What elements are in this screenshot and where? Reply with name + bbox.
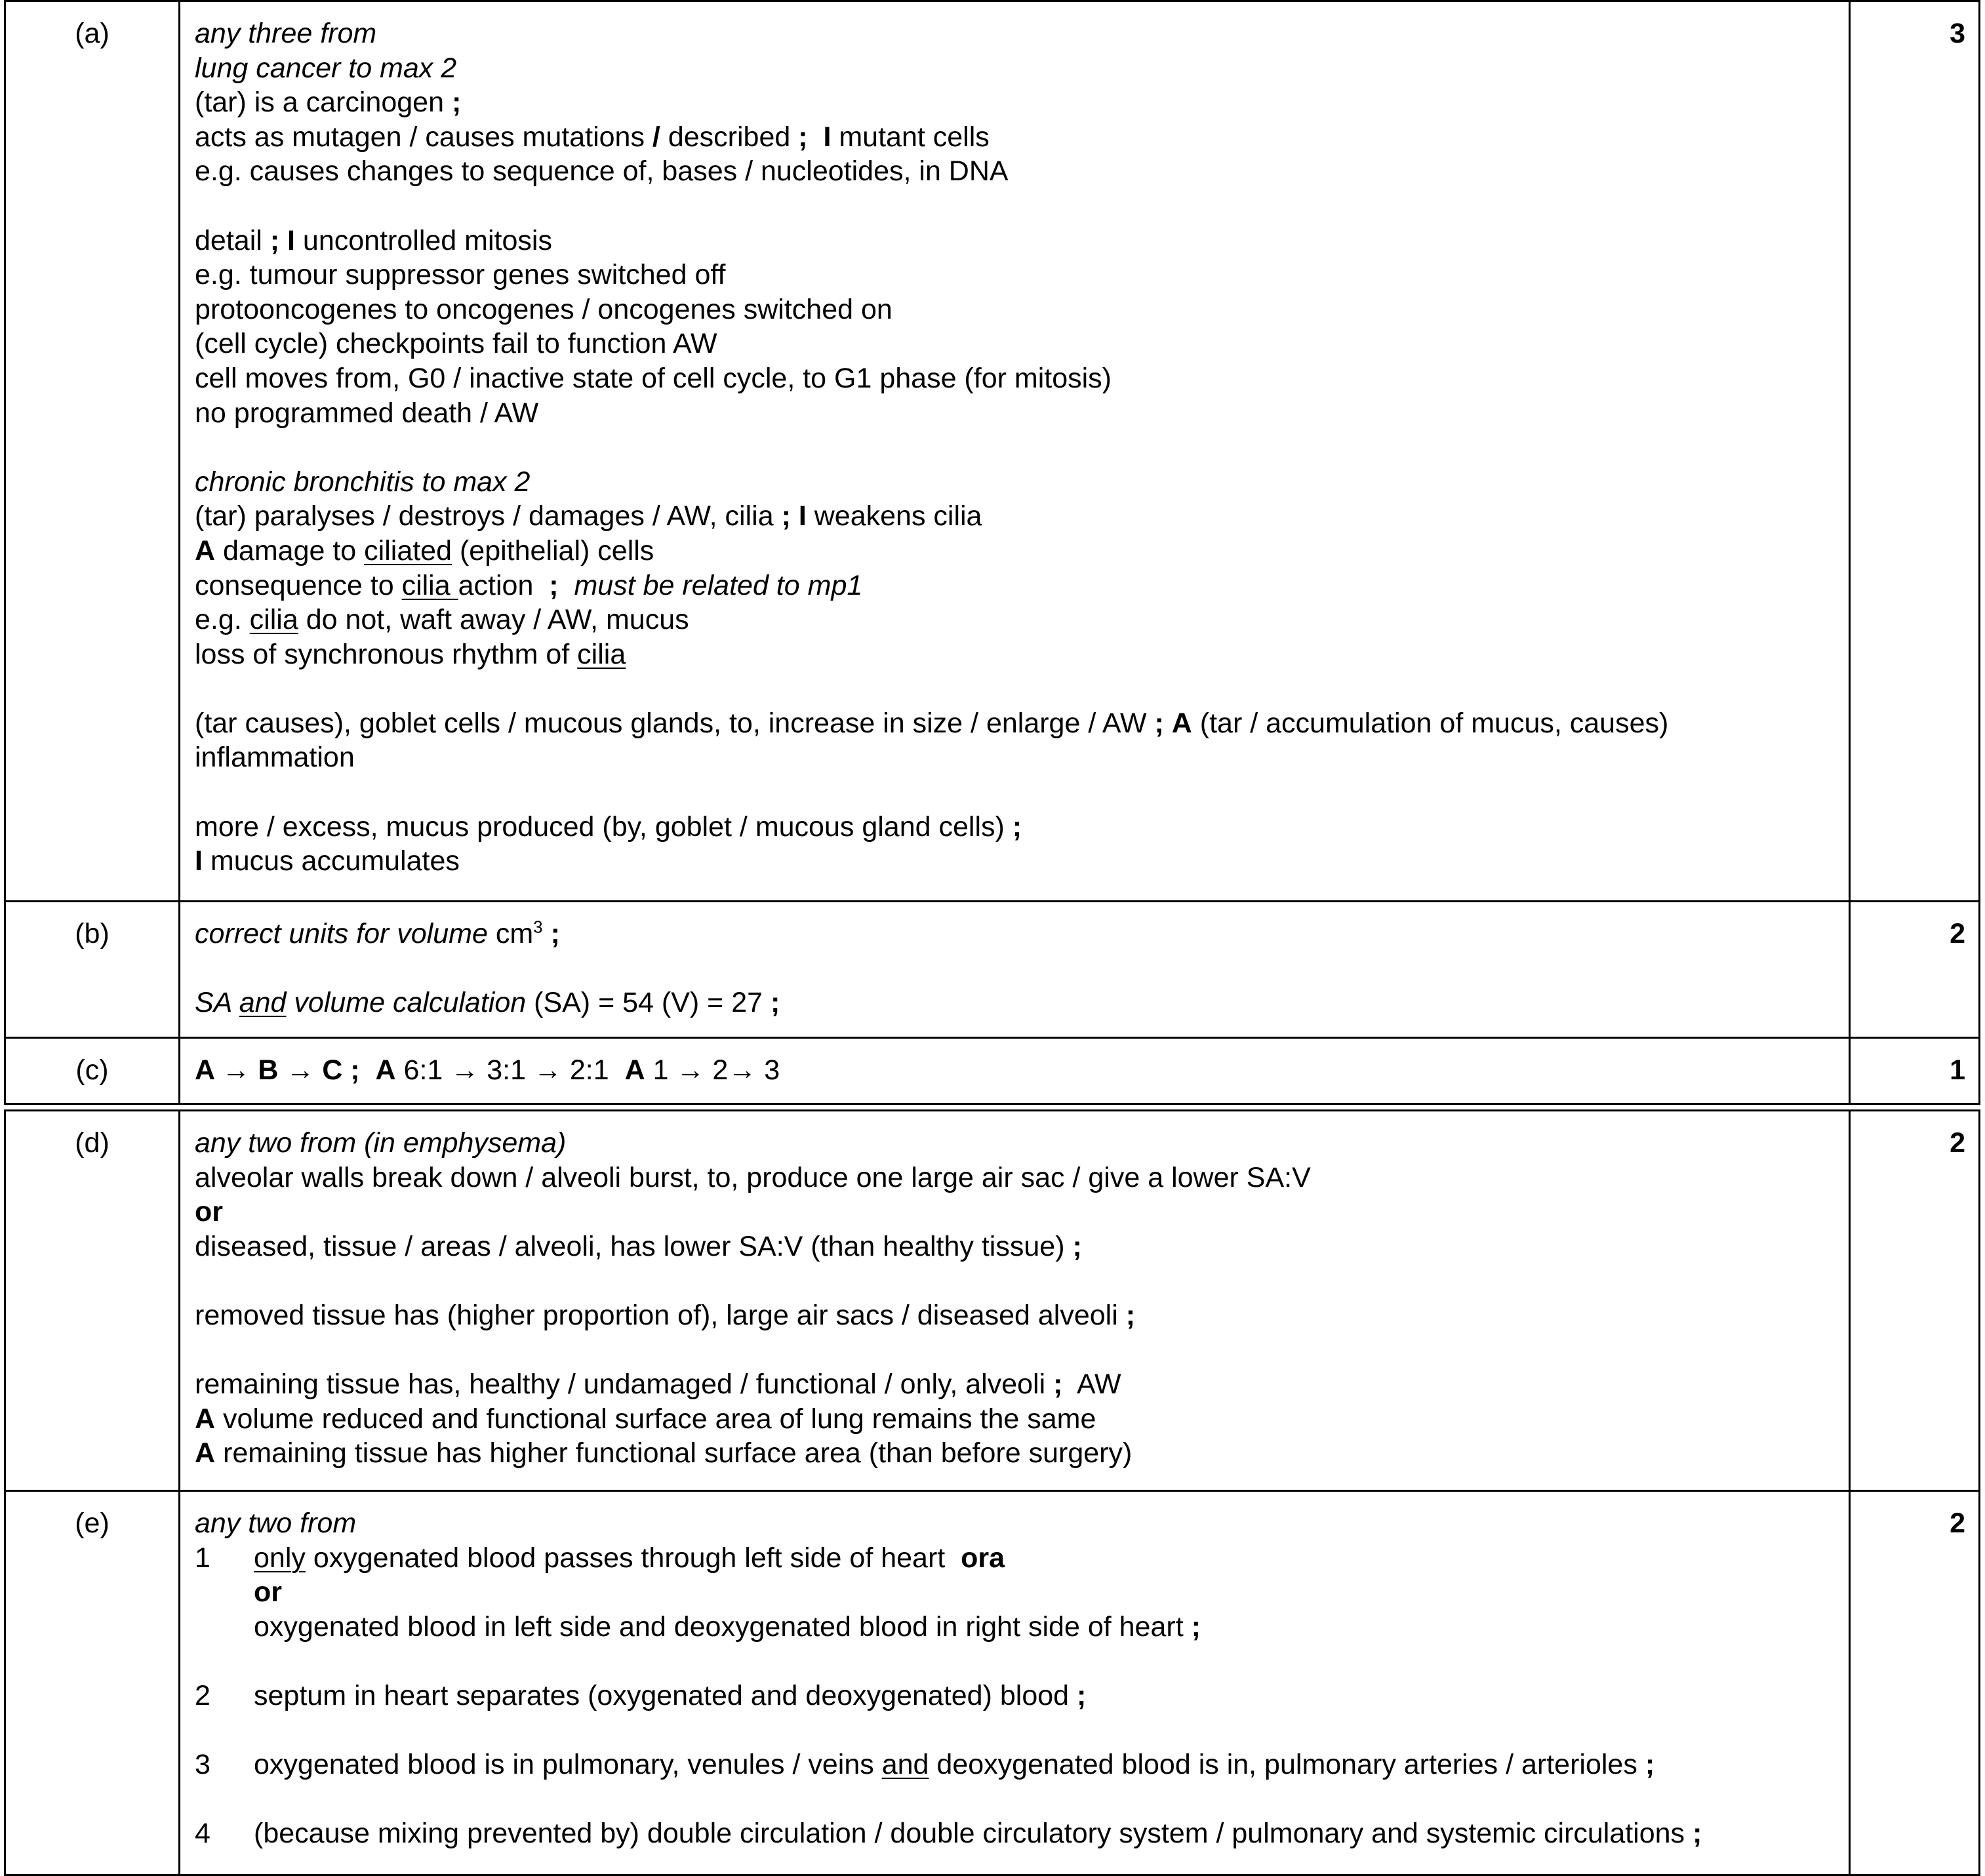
answer-line: remaining tissue has, healthy / undamaged / functional / only, alveoli ; AW <box>195 1368 1121 1401</box>
answer-line: e.g. tumour suppressor genes switched off <box>195 259 726 291</box>
answer-line: cell moves from, G0 / inactive state of cell cycle, to G1 phase (for mitosis) <box>195 362 1112 394</box>
answer-line: chronic bronchitis to max 2 <box>195 466 531 498</box>
answer-line: A damage to ciliated (epithelial) cells <box>195 534 654 567</box>
point-number: 4 <box>195 1818 211 1850</box>
answer-cell <box>180 1111 1851 1490</box>
blank-line <box>195 1333 1849 1368</box>
mark-value: 2 <box>1950 1507 1965 1539</box>
question-label: (a) <box>6 2 180 900</box>
answer-line: loss of synchronous rhythm of cilia <box>195 638 626 670</box>
answer-line: any two from <box>195 1507 357 1539</box>
answer-line: (tar) is a carcinogen ; <box>195 87 462 119</box>
blank-line <box>195 189 1849 224</box>
answer-line: any three from <box>195 18 377 49</box>
answer-line: protooncogenes to oncogenes / oncogenes switched on <box>195 293 892 325</box>
blank-line <box>195 1782 1849 1817</box>
answer-line: lung cancer to max 2 <box>195 52 457 84</box>
row-b <box>6 900 1978 1037</box>
blank-line <box>195 775 1849 810</box>
question-label: (b) <box>6 902 180 1037</box>
answer-line: e.g. causes changes to sequence of, bases / nucleotides, in DNA <box>195 155 1009 188</box>
answer-cell <box>180 1039 1851 1103</box>
answer-line: 1 only oxygenated blood passes through left side of heart ora <box>195 1541 1849 1576</box>
answer-line: (cell cycle) checkpoints fail to function AW <box>195 328 717 360</box>
answer-cell <box>180 2 1851 900</box>
row-c <box>6 1037 1978 1103</box>
answer-line: I mucus accumulates <box>195 845 460 877</box>
answer-line: e.g. cilia do not, waft away / AW, mucus <box>195 604 689 636</box>
blank-line <box>195 671 1849 706</box>
answer-line: correct units for volume $cm^3$ ; <box>195 917 560 949</box>
row-d <box>6 1111 1978 1490</box>
answer-line: A volume reduced and functional surface area of lung remains the same <box>195 1403 1096 1435</box>
point-number: 3 <box>195 1749 211 1781</box>
question-label: (d) <box>6 1111 180 1490</box>
row-a <box>6 2 1978 900</box>
answer-line: (tar causes), goblet cells / mucous glands, to, increase in size / enlarge / AW ; A (tar / accumulation of mucus, causes) <box>195 707 1669 739</box>
mark-scheme-table-2 <box>4 1109 1980 1876</box>
answer-line: A → B → C ; A 6:1 → 3:1 → 2:1 A 1 → 2→ 3 <box>195 1054 780 1086</box>
answer-line: more / excess, mucus produced (by, goblet / mucous gland cells) ; <box>195 810 1022 843</box>
answer-line: diseased, tissue / areas / alveoli, has lower SA:V (than healthy tissue) ; <box>195 1230 1082 1262</box>
blank-line <box>195 1644 1849 1679</box>
question-label: (e) <box>6 1492 180 1874</box>
blank-line <box>195 1264 1849 1298</box>
answer-line: 3 oxygenated blood is in pulmonary, venules / veins and deoxygenated blood is in, pulmonary arteries / arterioles ; <box>195 1747 1849 1782</box>
answer-line: consequence to cilia action ; must be related to mp1 <box>195 569 863 601</box>
mark-value: 2 <box>1950 1127 1965 1159</box>
answer-line: removed tissue has (higher proportion of), large air sacs / diseased alveoli ; <box>195 1299 1136 1331</box>
answer-cell <box>180 1492 1851 1874</box>
answer-line: 2 septum in heart separates (oxygenated and deoxygenated) blood ; <box>195 1679 1849 1713</box>
blank-line <box>195 951 1849 986</box>
answer-line: any two from (in emphysema) <box>195 1127 567 1159</box>
answer-line: alveolar walls break down / alveoli burst, to, produce one large air sac / give a lower SA:V <box>195 1161 1311 1193</box>
answer-line: no programmed death / AW <box>195 397 539 429</box>
mark-value: 1 <box>1950 1054 1965 1086</box>
answer-cell <box>180 902 1851 1037</box>
point-number: 2 <box>195 1679 211 1711</box>
answer-line: or <box>254 1576 282 1608</box>
question-label: (c) <box>6 1039 180 1103</box>
mark-scheme-table-1 <box>4 0 1980 1105</box>
mark-value: 3 <box>1950 18 1965 49</box>
answer-line: (tar) paralyses / destroys / damages / AW, cilia ; I weakens cilia <box>195 500 982 532</box>
answer-line: A remaining tissue has higher functional surface area (than before surgery) <box>195 1437 1133 1469</box>
blank-line <box>195 430 1849 465</box>
answer-line: inflammation <box>195 742 355 774</box>
answer-line: detail ; I uncontrolled mitosis <box>195 224 552 256</box>
answer-line: oxygenated blood in left side and deoxygenated blood in right side of heart ; <box>254 1610 1201 1643</box>
row-e <box>6 1490 1978 1874</box>
answer-line: SA and volume calculation (SA) = 54 (V) = 27 ; <box>195 987 780 1019</box>
mark-value: 2 <box>1950 918 1965 949</box>
answer-line: or <box>195 1196 223 1228</box>
answer-line: 4 (because mixing prevented by) double circulation / double circulatory system / pulmonary and systemic circulations ; <box>195 1816 1849 1851</box>
point-number: 1 <box>195 1542 211 1574</box>
blank-line <box>195 1713 1849 1748</box>
answer-line: acts as mutagen / causes mutations / described ; I mutant cells <box>195 121 990 153</box>
